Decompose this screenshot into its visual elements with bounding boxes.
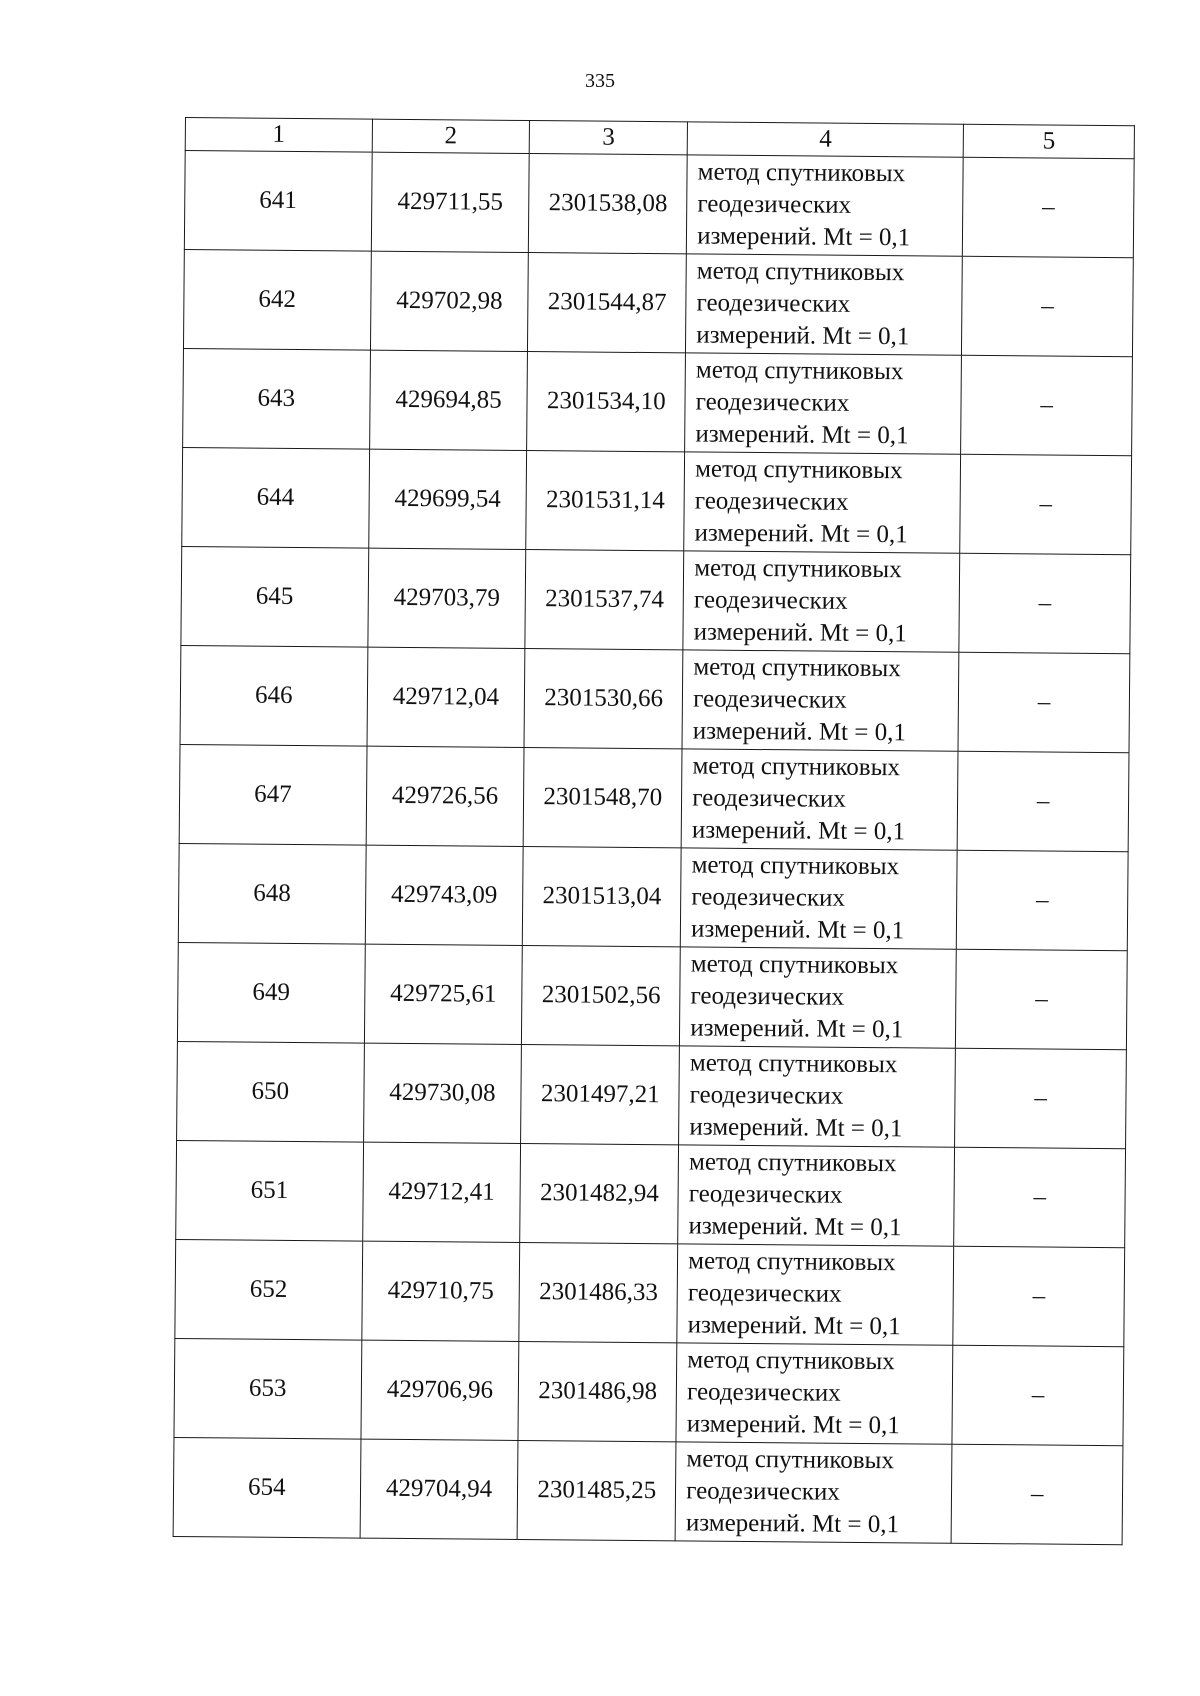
method-description	[685, 353, 962, 454]
point-number: 651	[176, 1140, 363, 1241]
method-line: геодезических	[693, 586, 848, 615]
coordinate-y: 2301485,25	[517, 1440, 676, 1540]
method-line: измерений. Mt = 0,1	[691, 915, 905, 945]
coordinate-y: 2301502,56	[522, 945, 681, 1045]
method-description	[680, 848, 957, 949]
table-body	[173, 151, 1134, 1545]
method-description	[679, 1046, 956, 1147]
method-description	[676, 1343, 953, 1444]
method-line: геодезических	[696, 289, 851, 318]
col5-value: –	[962, 256, 1134, 356]
coordinate-x: 429725,61	[364, 944, 523, 1044]
coordinate-x: 429699,54	[368, 449, 527, 549]
method-line: геодезических	[688, 1180, 843, 1209]
method-line: измерений. Mt = 0,1	[695, 420, 909, 450]
col5-value: –	[953, 1246, 1125, 1346]
method-line: измерений. Mt = 0,1	[692, 717, 907, 747]
method-line: измерений. Mt = 0,1	[686, 1410, 900, 1440]
coordinate-y: 2301548,70	[524, 747, 683, 847]
coordinate-y: 2301482,94	[520, 1143, 679, 1243]
method-line: метод спутниковых	[697, 158, 906, 188]
method-line: измерений. Mt = 0,1	[688, 1212, 902, 1242]
table-row	[184, 151, 1134, 258]
col5-value: –	[957, 751, 1129, 851]
coordinate-x: 429694,85	[369, 350, 528, 450]
method-line: геодезических	[694, 487, 849, 516]
point-number: 650	[177, 1041, 364, 1142]
table-row	[175, 1239, 1125, 1346]
method-description	[684, 452, 961, 553]
method-line: метод спутниковых	[692, 752, 901, 782]
method-description	[680, 947, 957, 1048]
header-col-1: 1	[185, 118, 372, 153]
table-row	[180, 645, 1130, 752]
method-line: метод спутниковых	[693, 653, 901, 683]
col5-value: –	[956, 949, 1128, 1049]
point-number: 649	[177, 942, 364, 1043]
method-line: метод спутниковых	[688, 1148, 897, 1178]
method-line: метод спутниковых	[694, 554, 902, 584]
method-line: метод спутниковых	[695, 455, 903, 485]
point-number: 648	[178, 843, 365, 944]
method-line: геодезических	[686, 1378, 841, 1407]
coordinates-table	[173, 117, 1135, 1545]
table-row	[183, 249, 1133, 356]
method-line: измерений. Mt = 0,1	[694, 519, 908, 549]
point-number: 654	[173, 1437, 360, 1538]
header-col-3: 3	[530, 121, 688, 155]
method-line: измерений. Mt = 0,1	[690, 1014, 904, 1044]
method-description	[686, 254, 963, 355]
point-number: 641	[184, 151, 371, 252]
method-line: геодезических	[692, 784, 846, 813]
method-line: геодезических	[690, 982, 845, 1011]
method-line: геодезических	[686, 1477, 840, 1506]
col5-value: –	[952, 1345, 1124, 1445]
col5-value: –	[955, 1048, 1127, 1148]
method-line: измерений. Mt = 0,1	[689, 1113, 903, 1143]
coordinate-x: 429743,09	[365, 845, 524, 945]
coordinate-x: 429706,96	[361, 1340, 520, 1440]
table-row	[183, 348, 1133, 455]
method-line: измерений. Mt = 0,1	[693, 618, 907, 648]
point-number: 644	[182, 447, 369, 548]
method-line: геодезических	[695, 388, 850, 417]
point-number: 645	[181, 546, 368, 647]
method-line: измерений. Mt = 0,1	[687, 1311, 901, 1341]
method-line: метод спутниковых	[689, 1049, 898, 1079]
table-row	[181, 546, 1131, 653]
table-row	[182, 447, 1132, 554]
method-line: геодезических	[691, 883, 846, 912]
coordinate-y: 2301497,21	[521, 1044, 680, 1144]
method-description	[677, 1244, 954, 1345]
method-line: метод спутниковых	[686, 1445, 895, 1475]
col5-value: –	[960, 454, 1132, 554]
coordinate-x: 429704,94	[360, 1439, 519, 1539]
coordinate-x: 429702,98	[370, 251, 529, 351]
method-line: метод спутниковых	[696, 257, 905, 287]
coordinate-y: 2301544,87	[528, 253, 687, 353]
table-row	[174, 1338, 1124, 1445]
method-line: геодезических	[693, 685, 847, 714]
coordinate-y: 2301538,08	[529, 154, 688, 254]
col5-value: –	[959, 553, 1131, 653]
method-line: геодезических	[687, 1279, 842, 1308]
coordinate-x: 429730,08	[363, 1043, 522, 1143]
point-number: 646	[180, 645, 367, 746]
point-number: 653	[174, 1338, 361, 1439]
table-row	[176, 1140, 1126, 1247]
coordinate-y: 2301537,74	[525, 549, 684, 649]
coordinate-y: 2301531,14	[526, 450, 685, 550]
method-description	[683, 551, 960, 652]
coordinate-x: 429711,55	[371, 152, 530, 252]
method-line: измерений. Mt = 0,1	[697, 222, 911, 252]
coordinate-y: 2301486,33	[519, 1242, 678, 1342]
method-line: метод спутниковых	[695, 356, 904, 386]
method-description	[682, 650, 959, 751]
method-description	[675, 1442, 952, 1543]
point-number: 643	[183, 348, 370, 449]
point-number: 647	[179, 744, 366, 845]
col5-value: –	[963, 157, 1135, 257]
point-number: 642	[183, 249, 370, 350]
method-line: измерений. Mt = 0,1	[691, 816, 906, 846]
method-line: метод спутниковых	[688, 1247, 896, 1277]
col5-value: –	[954, 1147, 1126, 1247]
header-col-5: 5	[964, 124, 1135, 158]
method-line: измерений. Mt = 0,1	[696, 321, 910, 351]
coordinate-y: 2301513,04	[523, 846, 682, 946]
method-line: геодезических	[689, 1081, 844, 1110]
method-description	[678, 1145, 955, 1246]
coordinate-y: 2301530,66	[524, 648, 683, 748]
col5-value: –	[951, 1444, 1123, 1544]
coordinate-y: 2301486,98	[518, 1341, 677, 1441]
method-line: метод спутниковых	[687, 1346, 895, 1376]
method-description	[687, 155, 964, 256]
coordinate-x: 429712,41	[362, 1142, 521, 1242]
method-line: метод спутниковых	[690, 950, 899, 980]
coordinate-x: 429710,75	[361, 1241, 520, 1341]
table-row	[173, 1437, 1123, 1544]
coordinate-x: 429712,04	[367, 647, 526, 747]
method-line: измерений. Mt = 0,1	[685, 1509, 900, 1539]
table-row	[178, 843, 1128, 950]
col5-value: –	[961, 355, 1133, 455]
point-number: 652	[175, 1239, 362, 1340]
table-row	[179, 744, 1129, 851]
col5-value: –	[957, 850, 1129, 950]
table-row	[177, 942, 1127, 1049]
method-description	[681, 749, 958, 850]
coordinate-x: 429726,56	[366, 746, 525, 846]
coordinate-x: 429703,79	[367, 548, 526, 648]
col5-value: –	[958, 652, 1130, 752]
coordinate-y: 2301534,10	[527, 352, 686, 452]
header-col-4: 4	[687, 122, 963, 157]
method-line: геодезических	[697, 190, 852, 219]
table-row	[177, 1041, 1127, 1148]
page-number: 335	[585, 70, 615, 92]
method-line: метод спутниковых	[691, 851, 900, 881]
header-col-2: 2	[372, 119, 530, 153]
